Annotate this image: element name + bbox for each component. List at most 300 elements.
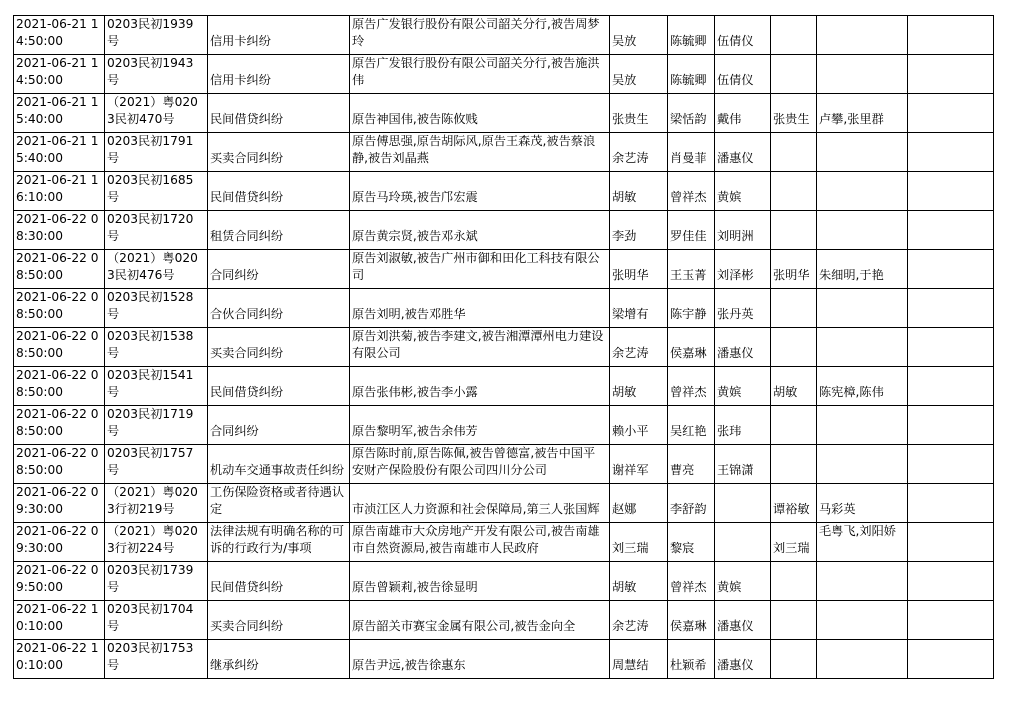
- blank-cell: [908, 133, 994, 172]
- juror-cell: [817, 211, 908, 250]
- table-row: [14, 328, 994, 367]
- blank-cell: [908, 562, 994, 601]
- blank-cell: [908, 55, 994, 94]
- clerk-text: 张丹英: [717, 307, 754, 321]
- presiding-judge-cell: [610, 55, 668, 94]
- parties-cell: [350, 523, 610, 562]
- presiding-judge-text: 周慧结: [612, 658, 649, 672]
- parties-text: 原告傅思强,原告胡际风,原告王森茂,被告蔡浪静,被告刘晶燕: [352, 134, 596, 165]
- clerk-text: 张玮: [717, 424, 742, 438]
- clerk-cell: [715, 328, 771, 367]
- case-number-text: （2021）粤0203民初476号: [107, 251, 198, 282]
- clerk-text: 刘泽彬: [717, 268, 754, 282]
- parties-cell: [350, 211, 610, 250]
- clerk-cell: [715, 562, 771, 601]
- juror-text: [819, 328, 905, 345]
- case-cause-cell: [208, 406, 350, 445]
- table-row: [14, 601, 994, 640]
- table-row: [14, 640, 994, 679]
- blank-cell: [908, 445, 994, 484]
- case-number-text: 0203民初1538号: [107, 329, 194, 360]
- juror-cell: [817, 484, 908, 523]
- case-number-text: 0203民初1528号: [107, 290, 194, 321]
- panel-member-text: 曾祥杰: [670, 385, 707, 399]
- parties-text: 原告神国伟,被告陈攸贱: [352, 112, 478, 126]
- table-row: [14, 562, 994, 601]
- parties-cell: [350, 367, 610, 406]
- blank-cell: [908, 484, 994, 523]
- presiding-judge-cell: [610, 562, 668, 601]
- blank-cell: [908, 328, 994, 367]
- case-cause-text: 民间借贷纠纷: [210, 190, 284, 204]
- blank-text: [910, 406, 991, 423]
- clerk-cell: [715, 289, 771, 328]
- table-row: [14, 133, 994, 172]
- parties-text: 原告马玲瑛,被告邝宏震: [352, 190, 478, 204]
- panel-member-text: 陈宇静: [670, 307, 707, 321]
- hearing-time-text: 2021-06-21 14:50:00: [16, 17, 99, 48]
- clerk-text: 伍倩仪: [717, 34, 754, 48]
- panel-member-text: 杜颖希: [670, 658, 707, 672]
- parties-cell: [350, 562, 610, 601]
- juror-cell: [817, 406, 908, 445]
- extra-judge-text: [773, 211, 814, 228]
- case-cause-cell: [208, 640, 350, 679]
- panel-member-text: 侯嘉琳: [670, 619, 707, 633]
- parties-text: 原告曾颖莉,被告徐显明: [352, 580, 478, 594]
- presiding-judge-cell: [610, 133, 668, 172]
- presiding-judge-cell: [610, 328, 668, 367]
- presiding-judge-text: 余艺涛: [612, 346, 649, 360]
- clerk-cell: [715, 250, 771, 289]
- juror-cell: [817, 523, 908, 562]
- parties-text: 原告刘淑敏,被告广州市御和田化工科技有限公司: [352, 251, 600, 282]
- case-number-text: 0203民初1739号: [107, 563, 194, 594]
- panel-member-cell: [668, 484, 715, 523]
- hearing-time-cell: [14, 367, 105, 406]
- clerk-cell: [715, 16, 771, 55]
- presiding-judge-cell: [610, 250, 668, 289]
- blank-text: [910, 211, 991, 228]
- extra-judge-cell: [771, 484, 817, 523]
- case-number-cell: [105, 640, 208, 679]
- juror-cell: [817, 133, 908, 172]
- case-cause-text: 合同纠纷: [210, 424, 259, 438]
- hearing-time-text: 2021-06-21 14:50:00: [16, 56, 99, 87]
- clerk-cell: [715, 211, 771, 250]
- extra-judge-cell: [771, 250, 817, 289]
- clerk-cell: [715, 133, 771, 172]
- presiding-judge-cell: [610, 172, 668, 211]
- parties-text: 原告黎明军,被告余伟芳: [352, 424, 478, 438]
- presiding-judge-text: 张贵生: [612, 112, 649, 126]
- panel-member-text: 陈毓卿: [670, 34, 707, 48]
- parties-cell: [350, 601, 610, 640]
- hearing-time-text: 2021-06-22 08:50:00: [16, 407, 99, 438]
- juror-text: 朱细明,于艳: [819, 268, 884, 282]
- clerk-text: [717, 484, 768, 501]
- blank-cell: [908, 172, 994, 211]
- parties-text: 原告刘洪菊,被告李建文,被告湘潭潭州电力建设有限公司: [352, 329, 604, 360]
- panel-member-cell: [668, 445, 715, 484]
- case-cause-cell: [208, 484, 350, 523]
- blank-cell: [908, 94, 994, 133]
- case-number-text: 0203民初1939号: [107, 17, 194, 48]
- blank-cell: [908, 406, 994, 445]
- parties-cell: [350, 250, 610, 289]
- blank-cell: [908, 601, 994, 640]
- extra-judge-text: 张明华: [773, 268, 810, 282]
- blank-text: [910, 367, 991, 384]
- parties-text: 原告广发银行股份有限公司韶关分行,被告施洪伟: [352, 56, 600, 87]
- juror-cell: [817, 289, 908, 328]
- juror-text: [819, 16, 905, 33]
- parties-cell: [350, 328, 610, 367]
- extra-judge-text: 刘三瑞: [773, 541, 810, 555]
- presiding-judge-text: 胡敏: [612, 190, 637, 204]
- presiding-judge-text: 胡敏: [612, 580, 637, 594]
- case-cause-cell: [208, 94, 350, 133]
- extra-judge-cell: [771, 16, 817, 55]
- parties-text: 原告张伟彬,被告李小露: [352, 385, 478, 399]
- case-cause-text: 合同纠纷: [210, 268, 259, 282]
- juror-text: [819, 406, 905, 423]
- case-number-text: 0203民初1757号: [107, 446, 194, 477]
- parties-text: 原告广发银行股份有限公司韶关分行,被告周梦玲: [352, 17, 600, 48]
- case-number-text: （2021）粤0203行初224号: [107, 524, 198, 555]
- extra-judge-text: [773, 289, 814, 306]
- extra-judge-cell: [771, 172, 817, 211]
- clerk-cell: [715, 94, 771, 133]
- juror-text: 卢攀,张里群: [819, 112, 884, 126]
- case-number-text: （2021）粤0203民初470号: [107, 95, 198, 126]
- extra-judge-cell: [771, 289, 817, 328]
- case-cause-text: 民间借贷纠纷: [210, 385, 284, 399]
- blank-cell: [908, 16, 994, 55]
- case-number-text: 0203民初1791号: [107, 134, 194, 165]
- case-cause-cell: [208, 211, 350, 250]
- panel-member-text: 吴红艳: [670, 424, 707, 438]
- panel-member-text: 曾祥杰: [670, 190, 707, 204]
- extra-judge-text: [773, 172, 814, 189]
- clerk-cell: [715, 445, 771, 484]
- panel-member-text: 侯嘉琳: [670, 346, 707, 360]
- case-cause-cell: [208, 289, 350, 328]
- parties-cell: [350, 445, 610, 484]
- case-number-text: 0203民初1720号: [107, 212, 194, 243]
- panel-member-cell: [668, 289, 715, 328]
- hearing-time-cell: [14, 406, 105, 445]
- extra-judge-text: [773, 16, 814, 33]
- presiding-judge-text: 梁增有: [612, 307, 649, 321]
- case-cause-cell: [208, 16, 350, 55]
- parties-cell: [350, 16, 610, 55]
- presiding-judge-text: 谢祥军: [612, 463, 649, 477]
- blank-text: [910, 484, 991, 501]
- table-row: [14, 484, 994, 523]
- parties-cell: [350, 133, 610, 172]
- blank-text: [910, 133, 991, 150]
- panel-member-cell: [668, 523, 715, 562]
- blank-cell: [908, 289, 994, 328]
- panel-member-text: 陈毓卿: [670, 73, 707, 87]
- juror-text: [819, 172, 905, 189]
- panel-member-cell: [668, 172, 715, 211]
- extra-judge-text: [773, 328, 814, 345]
- juror-cell: [817, 601, 908, 640]
- case-cause-cell: [208, 133, 350, 172]
- parties-cell: [350, 55, 610, 94]
- blank-cell: [908, 640, 994, 679]
- clerk-cell: [715, 523, 771, 562]
- case-cause-text: 买卖合同纠纷: [210, 346, 284, 360]
- presiding-judge-cell: [610, 523, 668, 562]
- panel-member-text: 曹亮: [670, 463, 695, 477]
- hearing-time-cell: [14, 133, 105, 172]
- case-cause-cell: [208, 601, 350, 640]
- case-cause-cell: [208, 172, 350, 211]
- extra-judge-cell: [771, 133, 817, 172]
- juror-cell: [817, 640, 908, 679]
- case-cause-cell: [208, 445, 350, 484]
- case-number-cell: [105, 484, 208, 523]
- presiding-judge-cell: [610, 367, 668, 406]
- case-cause-cell: [208, 55, 350, 94]
- case-cause-text: 工伤保险资格或者待遇认定: [210, 485, 345, 516]
- case-number-text: 0203民初1719号: [107, 407, 194, 438]
- presiding-judge-text: 赖小平: [612, 424, 649, 438]
- clerk-cell: [715, 367, 771, 406]
- clerk-text: 黄嫔: [717, 580, 742, 594]
- hearing-time-cell: [14, 289, 105, 328]
- hearing-time-cell: [14, 172, 105, 211]
- blank-text: [910, 289, 991, 306]
- extra-judge-cell: [771, 523, 817, 562]
- panel-member-cell: [668, 250, 715, 289]
- juror-text: [819, 445, 905, 462]
- parties-cell: [350, 406, 610, 445]
- juror-text: [819, 55, 905, 72]
- clerk-text: 潘惠仪: [717, 619, 754, 633]
- hearing-time-text: 2021-06-22 10:10:00: [16, 602, 99, 633]
- case-cause-text: 租赁合同纠纷: [210, 229, 284, 243]
- panel-member-cell: [668, 367, 715, 406]
- hearing-time-text: 2021-06-21 15:40:00: [16, 134, 99, 165]
- extra-judge-text: [773, 601, 814, 618]
- table-row: [14, 211, 994, 250]
- table-row: [14, 16, 994, 55]
- hearing-time-cell: [14, 55, 105, 94]
- clerk-text: 潘惠仪: [717, 151, 754, 165]
- hearing-time-text: 2021-06-22 08:50:00: [16, 368, 99, 399]
- clerk-text: 戴伟: [717, 112, 742, 126]
- case-cause-cell: [208, 250, 350, 289]
- clerk-cell: [715, 55, 771, 94]
- parties-text: 原告刘明,被告邓胜华: [352, 307, 466, 321]
- case-number-text: 0203民初1753号: [107, 641, 194, 672]
- juror-text: [819, 289, 905, 306]
- case-number-cell: [105, 133, 208, 172]
- panel-member-cell: [668, 55, 715, 94]
- parties-text: 原告陈时前,原告陈佩,被告曾德富,被告中国平安财产保险股份有限公司四川分公司: [352, 446, 596, 477]
- hearing-time-cell: [14, 484, 105, 523]
- table-row: [14, 367, 994, 406]
- case-number-cell: [105, 211, 208, 250]
- clerk-cell: [715, 640, 771, 679]
- hearing-time-text: 2021-06-22 09:30:00: [16, 485, 99, 516]
- case-number-text: （2021）粤0203行初219号: [107, 485, 198, 516]
- extra-judge-text: [773, 562, 814, 579]
- hearing-time-cell: [14, 211, 105, 250]
- case-cause-text: 买卖合同纠纷: [210, 619, 284, 633]
- parties-text: 市浈江区人力资源和社会保障局,第三人张国辉: [352, 502, 600, 516]
- presiding-judge-text: 吴放: [612, 73, 637, 87]
- extra-judge-text: [773, 55, 814, 72]
- hearing-time-text: 2021-06-21 16:10:00: [16, 173, 99, 204]
- extra-judge-cell: [771, 94, 817, 133]
- case-number-cell: [105, 16, 208, 55]
- hearing-time-text: 2021-06-22 08:50:00: [16, 251, 99, 282]
- panel-member-cell: [668, 328, 715, 367]
- presiding-judge-text: 赵娜: [612, 502, 637, 516]
- case-number-cell: [105, 172, 208, 211]
- table-row: [14, 55, 994, 94]
- panel-member-cell: [668, 16, 715, 55]
- juror-cell: [817, 367, 908, 406]
- case-cause-text: 民间借贷纠纷: [210, 580, 284, 594]
- case-number-cell: [105, 94, 208, 133]
- table-row: [14, 250, 994, 289]
- case-number-text: 0203民初1541号: [107, 368, 194, 399]
- panel-member-text: 梁恬韵: [670, 112, 707, 126]
- parties-text: 原告黄宗贤,被告邓永斌: [352, 229, 478, 243]
- juror-text: 马彩英: [819, 502, 856, 516]
- panel-member-cell: [668, 133, 715, 172]
- juror-text: [819, 133, 905, 150]
- blank-text: [910, 445, 991, 462]
- hearing-time-cell: [14, 640, 105, 679]
- clerk-cell: [715, 484, 771, 523]
- presiding-judge-cell: [610, 16, 668, 55]
- extra-judge-text: [773, 406, 814, 423]
- parties-text: 原告韶关市赛宝金属有限公司,被告金向全: [352, 619, 576, 633]
- juror-cell: [817, 328, 908, 367]
- hearing-time-cell: [14, 562, 105, 601]
- parties-cell: [350, 172, 610, 211]
- hearing-time-text: 2021-06-22 10:10:00: [16, 641, 99, 672]
- juror-cell: [817, 94, 908, 133]
- blank-text: [910, 562, 991, 579]
- extra-judge-cell: [771, 211, 817, 250]
- clerk-text: 潘惠仪: [717, 658, 754, 672]
- presiding-judge-cell: [610, 601, 668, 640]
- case-cause-cell: [208, 523, 350, 562]
- clerk-text: 黄嫔: [717, 385, 742, 399]
- hearing-time-cell: [14, 601, 105, 640]
- hearing-time-cell: [14, 328, 105, 367]
- presiding-judge-cell: [610, 94, 668, 133]
- blank-cell: [908, 211, 994, 250]
- clerk-cell: [715, 406, 771, 445]
- case-number-cell: [105, 406, 208, 445]
- extra-judge-cell: [771, 328, 817, 367]
- parties-cell: [350, 94, 610, 133]
- juror-cell: [817, 172, 908, 211]
- juror-cell: [817, 250, 908, 289]
- extra-judge-cell: [771, 367, 817, 406]
- case-cause-text: 信用卡纠纷: [210, 73, 271, 87]
- extra-judge-text: 胡敏: [773, 385, 798, 399]
- parties-text: 原告南雄市大众房地产开发有限公司,被告南雄市自然资源局,被告南雄市人民政府: [352, 524, 600, 555]
- extra-judge-cell: [771, 406, 817, 445]
- case-number-cell: [105, 55, 208, 94]
- blank-text: [910, 172, 991, 189]
- presiding-judge-text: 吴放: [612, 34, 637, 48]
- hearing-time-text: 2021-06-22 08:30:00: [16, 212, 99, 243]
- juror-text: 毛粤飞,刘阳娇: [819, 524, 896, 538]
- presiding-judge-cell: [610, 406, 668, 445]
- hearing-time-cell: [14, 94, 105, 133]
- hearing-time-text: 2021-06-22 08:50:00: [16, 446, 99, 477]
- blank-text: [910, 16, 991, 33]
- case-cause-text: 合伙合同纠纷: [210, 307, 284, 321]
- case-number-cell: [105, 562, 208, 601]
- clerk-text: 刘明洲: [717, 229, 754, 243]
- table-row: [14, 289, 994, 328]
- hearing-schedule-table: [13, 15, 994, 679]
- parties-cell: [350, 289, 610, 328]
- case-number-cell: [105, 250, 208, 289]
- table-row: [14, 94, 994, 133]
- clerk-text: 伍倩仪: [717, 73, 754, 87]
- panel-member-cell: [668, 562, 715, 601]
- juror-text: [819, 601, 905, 618]
- presiding-judge-text: 余艺涛: [612, 151, 649, 165]
- blank-text: [910, 601, 991, 618]
- extra-judge-cell: [771, 562, 817, 601]
- case-number-cell: [105, 289, 208, 328]
- hearing-time-text: 2021-06-22 09:50:00: [16, 563, 99, 594]
- extra-judge-cell: [771, 640, 817, 679]
- case-cause-text: 信用卡纠纷: [210, 34, 271, 48]
- case-number-cell: [105, 601, 208, 640]
- extra-judge-text: 张贵生: [773, 112, 810, 126]
- panel-member-cell: [668, 406, 715, 445]
- hearing-time-cell: [14, 250, 105, 289]
- juror-cell: [817, 16, 908, 55]
- blank-cell: [908, 250, 994, 289]
- case-number-cell: [105, 523, 208, 562]
- parties-cell: [350, 484, 610, 523]
- parties-text: 原告尹远,被告徐惠东: [352, 658, 466, 672]
- panel-member-text: 黎宸: [670, 541, 695, 555]
- presiding-judge-text: 余艺涛: [612, 619, 649, 633]
- case-number-cell: [105, 328, 208, 367]
- hearing-time-text: 2021-06-21 15:40:00: [16, 95, 99, 126]
- presiding-judge-cell: [610, 640, 668, 679]
- juror-text: [819, 211, 905, 228]
- panel-member-text: 李舒韵: [670, 502, 707, 516]
- case-cause-text: 民间借贷纠纷: [210, 112, 284, 126]
- clerk-text: 黄嫔: [717, 190, 742, 204]
- blank-text: [910, 94, 991, 111]
- case-cause-text: 机动车交通事故责任纠纷: [210, 463, 345, 477]
- panel-member-cell: [668, 601, 715, 640]
- clerk-cell: [715, 601, 771, 640]
- blank-text: [910, 640, 991, 657]
- blank-text: [910, 328, 991, 345]
- parties-cell: [350, 640, 610, 679]
